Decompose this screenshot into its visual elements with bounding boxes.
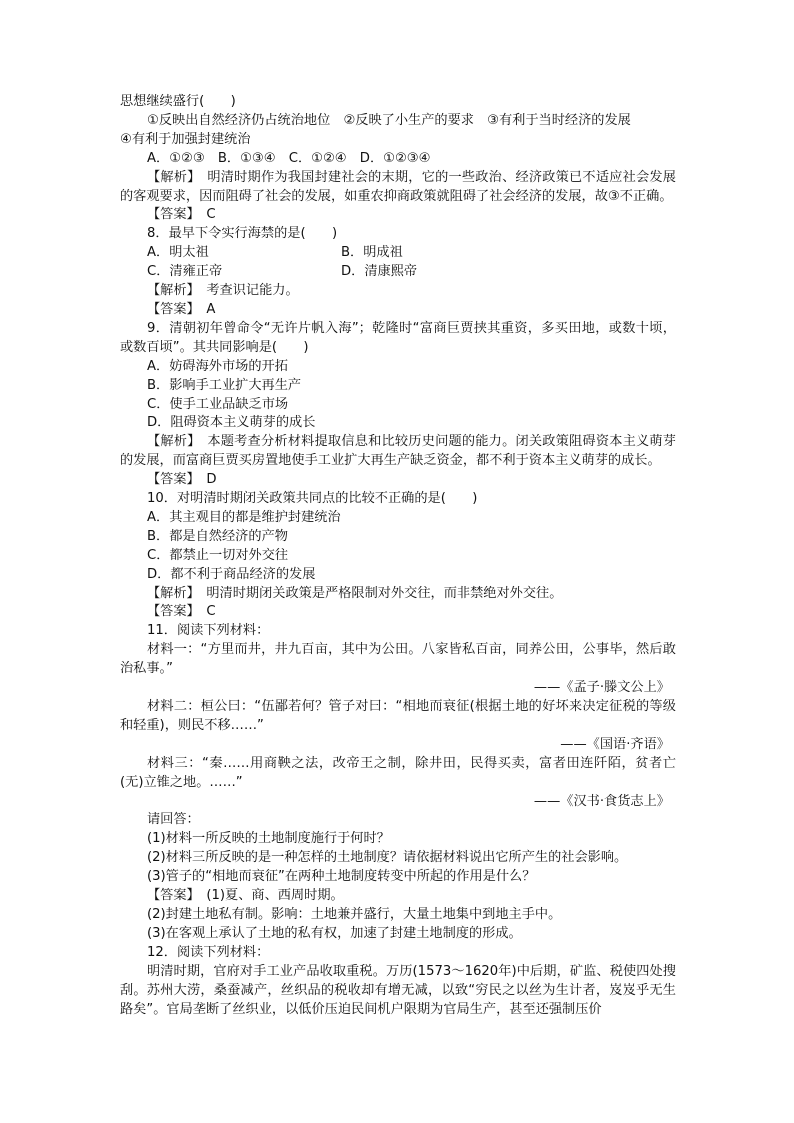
q11-material-2-source: ——《国语·齐语》 <box>560 736 670 752</box>
q11-sub-question-3: (3)管子的“相地而衰征”在两种土地制度转变中所起的作用是什么？ <box>147 869 536 885</box>
q10-option-a: A．其主观目的都是维护封建统治 <box>147 509 341 525</box>
q11-stem: 11．阅读下列材料： <box>147 623 270 639</box>
q9-option-c: C．使手工业品缺乏市场 <box>147 396 289 412</box>
q10-option-b: B．都是自然经济的产物 <box>147 528 288 544</box>
q10-option-d: D．都不利于商品经济的发展 <box>147 566 316 582</box>
q11-material-1-source: ——《孟子·滕文公上》 <box>533 680 670 696</box>
q12-paragraph: 明清时期，官府对手工业产品收取重税。万历(1573～1620年)中后期，矿监、税使四处搜刮。苏州大涝，桑蚕减产，丝织品的税收却有增无减，以致“穷民之以丝为生计者，岌岌乎无生路矣”。官局垄断了丝织业，以低价压迫民间机户限期为官局生产，甚至还强制压价 <box>120 963 676 1017</box>
q8-options-row2 <box>120 263 676 282</box>
q11-ask: 请回答： <box>147 812 200 828</box>
q11-sub-question-1: (1)材料一所反映的土地制度施行于何时？ <box>147 831 390 847</box>
q9-option-d: D．阻碍资本主义萌芽的成长 <box>147 415 316 431</box>
q9-stem: 9．清朝初年曾命令“无许片帆入海”；乾隆时“富商巨贾挟其重资，多买田地，或数十顷，或数百顷”。其共同影响是( ) <box>120 320 676 355</box>
q11-answer-3: (3)在客观上承认了土地的私有权，加速了封建土地制度的形成。 <box>147 925 522 941</box>
q11-sub-question-2: (2)材料三所反映的是一种怎样的土地制度？请依据材料说出它所产生的社会影响。 <box>147 850 628 866</box>
q8-analysis: 【解析】 考查识记能力。 <box>147 283 299 299</box>
q10-option-c: C．都禁止一切对外交往 <box>147 547 289 563</box>
q8-option-d: D．清康熙帝 <box>341 264 418 280</box>
q11-answer-1: 【答案】 (1)夏、商、西周时期。 <box>147 888 344 904</box>
q7-analysis: 【解析】 明清时期作为我国封建社会的末期，它的一些政治、经济政策已不适应社会发展的客观要求，因而阻碍了社会的发展，如重农抑商政策就阻碍了社会经济的发展，故③不正确。 <box>120 169 676 204</box>
q8-options-row1 <box>120 244 676 263</box>
q8-answer: 【答案】 A <box>147 301 216 317</box>
q7-items-line2: ④有利于加强封建统治 <box>120 131 251 147</box>
q8-stem: 8．最早下令实行海禁的是( ) <box>147 226 338 242</box>
q9-analysis: 【解析】 本题考查分析材料提取信息和比较历史问题的能力。闭关政策阻碍资本主义萌芽的发展，而富商巨贾买房置地使手工业扩大再生产缺乏资金，都不利于资本主义萌芽的成长。 <box>120 434 676 469</box>
q10-analysis: 【解析】 明清时期闭关政策是严格限制对外交往，而非禁绝对外交往。 <box>147 585 563 601</box>
q7-answer: 【答案】 C <box>147 207 216 223</box>
q12-stem: 12．阅读下列材料： <box>147 944 270 960</box>
q10-stem: 10．对明清时期闭关政策共同点的比较不正确的是( ) <box>147 491 478 507</box>
q9-answer: 【答案】 D <box>147 472 217 488</box>
q11-answer-2: (2)封建土地私有制。影响：土地兼并盛行，大量土地集中到地主手中。 <box>147 906 562 922</box>
q7-stem-tail: 思想继续盛行( ) <box>120 94 236 109</box>
q8-option-b: B．明成祖 <box>341 245 403 261</box>
q11-material-3: 材料三：“秦……用商鞅之法，改帝王之制，除井田，民得买卖，富者田连阡陌，贫者亡(无)立锥之地。……” <box>120 755 676 790</box>
q7-options: A．①②③ B．①③④ C．①②④ D．①②③④ <box>147 150 431 166</box>
q7-items-line1: ①反映出自然经济仍占统治地位 ②反映了小生产的要求 ③有利于当时经济的发展 <box>147 112 631 128</box>
q10-answer: 【答案】 C <box>147 604 216 620</box>
q9-option-a: A．妨碍海外市场的开拓 <box>147 358 288 374</box>
q8-option-a: A．明太祖 <box>147 245 209 261</box>
q11-material-3-source: ——《汉书·食货志上》 <box>533 793 670 809</box>
q8-option-c: C．清雍正帝 <box>147 264 223 280</box>
q9-option-b: B．影响手工业扩大再生产 <box>147 377 302 393</box>
q11-material-1: 材料一：“方里而井，井九百亩，其中为公田。八家皆私百亩，同养公田，公事毕，然后敢治私事。” <box>120 642 676 677</box>
q11-material-2: 材料二：桓公曰：“伍鄙若何？管子对曰：“相地而衰征(根据土地的好坏来决定征税的等级和轻重)，则民不移……” <box>120 699 676 733</box>
